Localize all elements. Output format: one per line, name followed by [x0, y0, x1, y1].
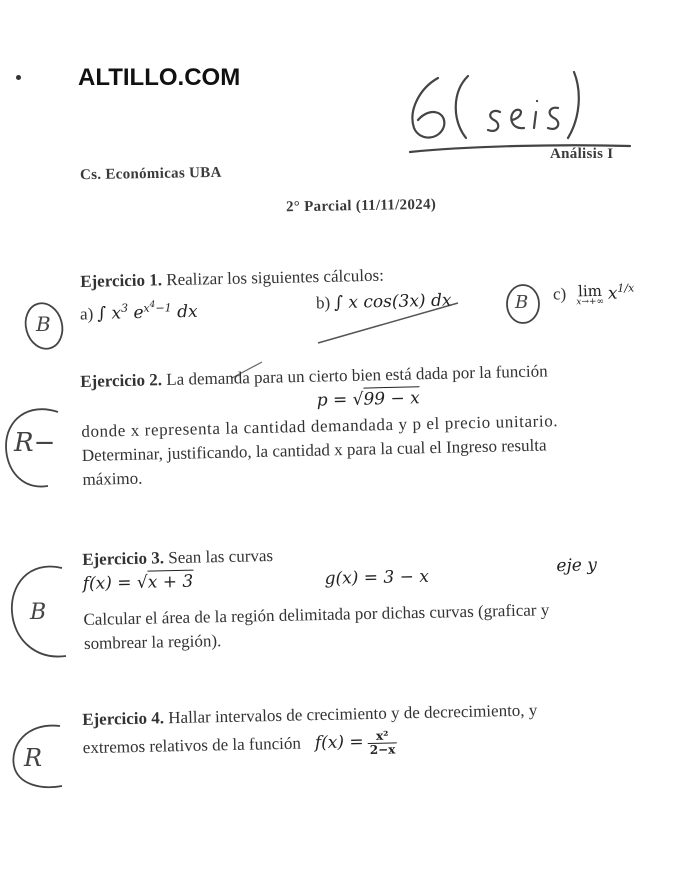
exercise-4-line1: Hallar intervalos de crecimiento y de decrecimiento, y: [168, 700, 538, 728]
grade-handwriting: [410, 72, 630, 152]
item-b-expr: ∫ x cos(3x) dx: [333, 290, 452, 314]
exercise-3-intro: Sean las curvas: [168, 546, 274, 568]
exercise-2-line3: Determinar, justificando, la cantidad x para la cual el Ingreso resulta: [81, 435, 547, 465]
exercise-4-line2: extremos relativos de la función: [82, 733, 302, 758]
item-c-label: c): [552, 284, 567, 304]
exercise-4-fx: f(x) =: [314, 732, 364, 754]
fraction-numerator: x²: [367, 729, 397, 744]
exercise-2: [80, 361, 559, 490]
fraction-denominator: 2−x: [369, 742, 396, 757]
item-c-expr: $x^{1/x}$: [607, 281, 635, 304]
subject-label: Análisis I: [550, 146, 614, 162]
exam-title: 2° Parcial (11/11/2024): [285, 196, 437, 216]
exercise-3-title: Ejercicio 3.: [82, 548, 165, 569]
exercise-4-title: Ejercicio 4.: [82, 708, 165, 729]
curve-f: f(x) = √x + 3: [82, 571, 194, 594]
mark-4: R: [24, 744, 43, 772]
exercise-1-item-c: [553, 281, 635, 308]
exercise-1-text: Realizar los siguientes cálculos:: [166, 265, 385, 290]
mark-1c: B: [515, 292, 529, 313]
exercise-3-line2: sombrear la región).: [83, 631, 222, 653]
exercise-1-title: Ejercicio 1.: [80, 270, 163, 291]
exercise-4: [82, 700, 538, 763]
mark-3: B: [30, 600, 47, 625]
exercise-2-formula: p = √99 − x: [316, 388, 420, 411]
exercise-1-item-b: [316, 291, 452, 314]
exercise-1-items: [80, 299, 198, 325]
axis-y-label: eje y: [556, 555, 598, 577]
item-c-sub: x→+∞: [576, 296, 605, 308]
exercise-2-line4: máximo.: [82, 468, 143, 489]
curve-g: g(x) = 3 − x: [324, 566, 430, 589]
exercise-3: [82, 540, 598, 654]
site-logo: ALTILLO.COM: [78, 64, 241, 91]
item-a-expr: ∫ $x^3$ $e^{x^4-1}$ dx: [97, 299, 198, 325]
exercise-2-line1: La demanda para un cierto bien está dada por la función: [166, 361, 548, 390]
exercise-2-title: Ejercicio 2.: [80, 370, 163, 391]
faculty-label: Cs. Económicas UBA: [79, 164, 222, 184]
item-b-label: b): [315, 293, 331, 313]
exercise-2-line2: donde x representa la cantidad demandada y p el precio unitario.: [81, 411, 559, 441]
item-c-lim: lim: [577, 281, 603, 301]
exercise-4-fraction: [367, 729, 397, 757]
mark-2: R−: [14, 428, 56, 458]
mark-1: B: [36, 312, 51, 336]
item-a-label: a): [79, 304, 94, 324]
exercise-3-line1: Calcular el área de la región delimitada por dichas curvas (graficar y: [83, 600, 550, 629]
